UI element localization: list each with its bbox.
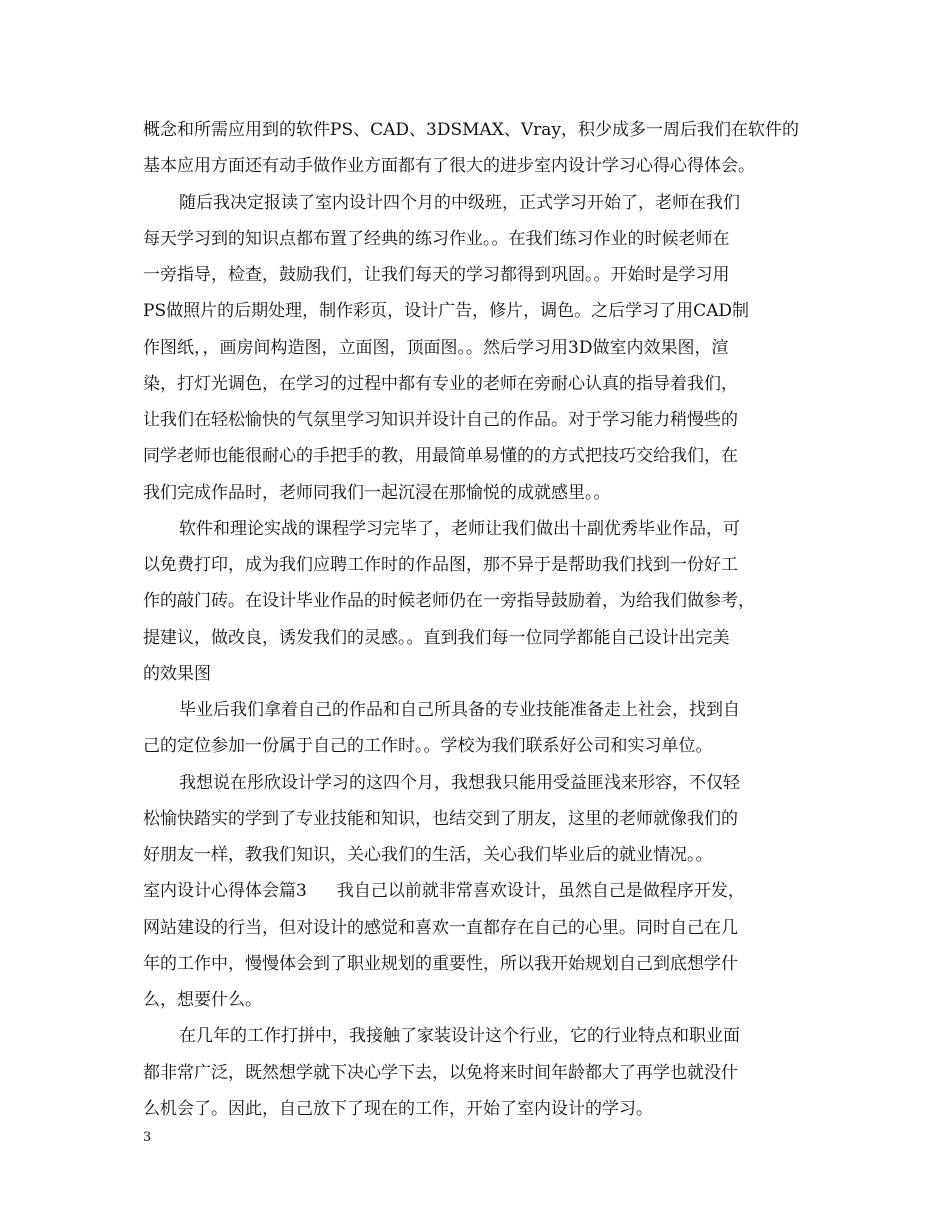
text-line: 网站建设的行当，但对设计的感觉和喜欢一直都存在自己的心里。同时自己在几: [143, 917, 738, 938]
paragraph-start-line: 软件和理论实战的课程学习完毕了，老师让我们做出十副优秀毕业作品，可: [179, 518, 740, 539]
paragraph-start-line: 毕业后我们拿着自己的作品和自己所具备的专业技能准备走上社会，找到自: [179, 700, 740, 720]
section-heading: 室内设计心得体会篇3: [143, 881, 307, 902]
section-first-text: 我自己以前就非常喜欢设计，虽然自己是做程序开发，: [336, 881, 745, 902]
text-line: 提建议，做改良，诱发我们的灵感。。直到我们每一位同学都能自己设计出完美: [143, 627, 730, 648]
text-line: 每天学习到的知识点都布置了经典的练习作业。。在我们练习作业的时候老师在: [143, 228, 730, 249]
text-line: 么机会了。因此，自己放下了现在的工作，开始了室内设计的学习。: [143, 1098, 653, 1119]
paragraph-start-line: 我想说在彤欣设计学习的这四个月，我想我只能用受益匪浅来形容，不仅轻: [179, 772, 740, 793]
text-line: 么，想要什么。: [143, 990, 262, 1010]
text-line: 年的工作中，慢慢体会到了职业规划的重要性，所以我开始规划自己到底想学什: [143, 953, 738, 974]
text-line: 都非常广泛，既然想学就下决心学下去，以免将来时间年龄都大了再学也就没什: [143, 1062, 738, 1083]
text-line: 好朋友一样，教我们知识，关心我们的生活，关心我们毕业后的就业情况。。: [143, 845, 713, 865]
text-line: 作图纸，，画房间构造图，立面图，顶面图。。然后学习用3D做室内效果图，渲: [143, 337, 729, 358]
page-number: 3: [143, 1130, 152, 1145]
document-body: [143, 113, 823, 1128]
text-line: 同学老师也能很耐心的手把手的教，用最简单易懂的的方式把技巧交给我们，在: [143, 446, 738, 467]
paragraph-start-line: 随后我决定报读了室内设计四个月的中级班，正式学习开始了，老师在我们: [179, 192, 740, 213]
text-line: 己的定位参加一份属于自己的工作时。。学校为我们联系好公司和实习单位。: [143, 736, 713, 757]
text-line: 的效果图: [143, 663, 211, 684]
text-line: 作的敲门砖。在设计毕业作品的时候老师仍在一旁指导鼓励着，为给我们做参考，: [143, 591, 755, 612]
text-line: PS做照片的后期处理，制作彩页，设计广告，修片，调色。之后学习了用CAD制: [143, 301, 749, 322]
section-heading-line: [143, 874, 823, 908]
text-line: 以免费打印，成为我们应聘工作时的作品图，那不异于是帮助我们找到一份好工: [143, 555, 738, 575]
paragraph-start-line: 在几年的工作打拼中，我接触了家装设计这个行业，它的行业特点和职业面: [179, 1026, 740, 1047]
text-line: 染，打灯光调色，在学习的过程中都有专业的老师在旁耐心认真的指导着我们，: [143, 373, 738, 394]
text-line: 我们完成作品时，老师同我们一起沉浸在那愉悦的成就感里。。: [143, 482, 611, 503]
text-line: 概念和所需应用到的软件PS、CAD、3DSMAX、Vray，积少成多一周后我们在软件的: [143, 120, 800, 140]
text-line: 让我们在轻松愉快的气氛里学习知识并设计自己的作品。对于学习能力稍慢些的: [143, 410, 738, 430]
text-line: 基本应用方面还有动手做作业方面都有了很大的进步室内设计学习心得心得体会。: [143, 156, 755, 177]
text-line: 一旁指导，检查，鼓励我们，让我们每天的学习都得到巩固。。开始时是学习用: [143, 265, 730, 285]
text-line: 松愉快踏实的学到了专业技能和知识，也结交到了朋友，这里的老师就像我们的: [143, 808, 738, 829]
